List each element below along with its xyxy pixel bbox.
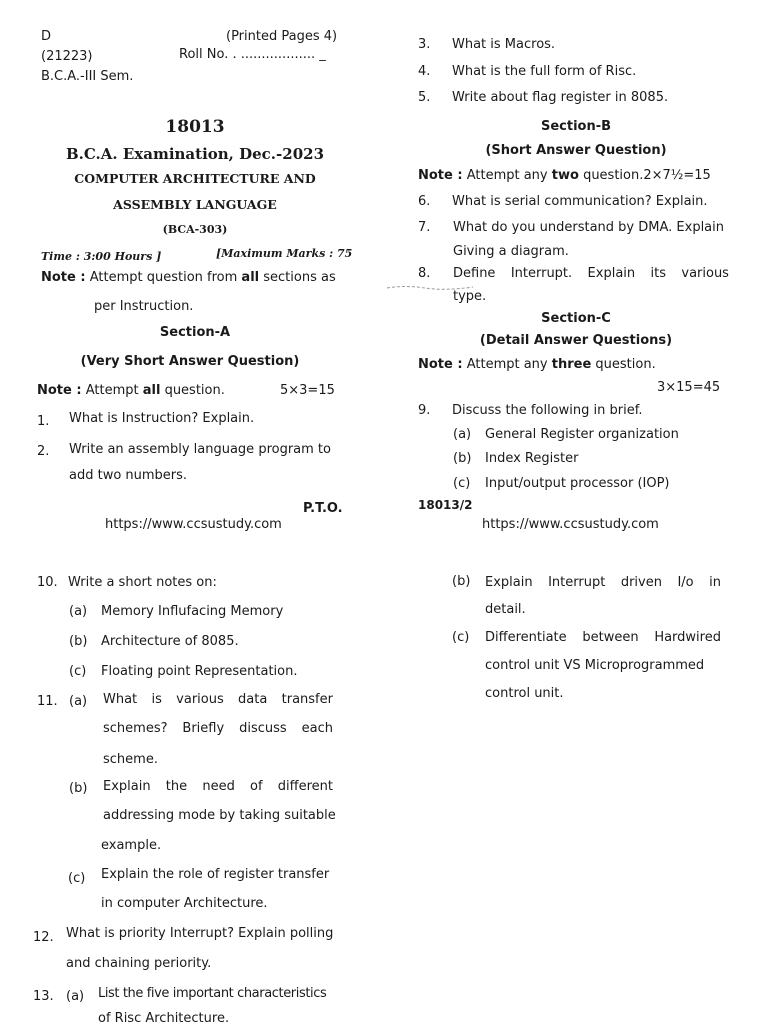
question-11a-text — [103, 692, 333, 707]
question-8-text — [453, 266, 729, 281]
question-2-text-continued: add two numbers. — [69, 468, 188, 483]
question-10a-label: (a) — [69, 604, 88, 619]
question-11-number: 11. — [37, 694, 58, 709]
word: various — [681, 266, 729, 281]
question-8-number: 8. — [418, 266, 431, 281]
general-note-continued: per Instruction. — [94, 299, 194, 314]
source-url-right: https://www.ccsustudy.com — [482, 517, 659, 532]
word: Hardwired — [654, 630, 721, 645]
question-7-text-continued: Giving a diagram. — [453, 244, 569, 259]
note-emphasis: all — [142, 383, 161, 398]
general-note — [41, 270, 336, 285]
note-text: Attempt any — [466, 168, 548, 183]
note-emphasis: all — [241, 270, 260, 285]
question-13c-text-end: control unit. — [485, 686, 564, 701]
question-11c-label: (c) — [68, 871, 86, 886]
question-1-number: 1. — [37, 414, 50, 429]
word: various — [176, 692, 224, 707]
question-10c-label: (c) — [69, 664, 87, 679]
section-a-title: Section-A — [159, 325, 231, 340]
question-10b-text: Architecture of 8085. — [101, 634, 239, 649]
question-8-text-continued: type. — [453, 289, 487, 304]
question-5-text: Write about flag register in 8085. — [452, 90, 669, 105]
question-12-text-continued: and chaining periority. — [66, 956, 212, 971]
word: its — [650, 266, 666, 281]
section-c-title: Section-C — [541, 311, 611, 326]
question-9-number: 9. — [418, 403, 431, 418]
word: transfer — [281, 692, 333, 707]
question-9a-label: (a) — [453, 427, 472, 442]
question-10-number: 10. — [37, 575, 58, 590]
note-label: Note : — [418, 357, 463, 372]
question-10b-label: (b) — [69, 634, 88, 649]
note-label: Note : — [418, 168, 463, 183]
word: each — [301, 721, 333, 736]
question-4-number: 4. — [418, 64, 431, 79]
question-11b-label: (b) — [69, 781, 88, 796]
question-13c-label: (c) — [452, 630, 470, 645]
note-text: question.2×7½=15 — [583, 168, 711, 183]
note-label: Note : — [37, 383, 82, 398]
maximum-marks: [Maximum Marks : 75 — [216, 247, 353, 260]
question-12-number: 12. — [33, 930, 54, 945]
word: is — [151, 692, 162, 707]
word: of — [250, 779, 263, 794]
question-10c-text: Floating point Representation. — [101, 664, 298, 679]
question-11b-text-end: example. — [101, 838, 162, 853]
question-9b-text: Index Register — [485, 451, 579, 466]
question-9c-text: Input/output processor (IOP) — [485, 476, 670, 491]
question-9c-label: (c) — [453, 476, 471, 491]
section-a-note — [37, 383, 225, 398]
note-label: Note : — [41, 270, 86, 285]
question-3-number: 3. — [418, 37, 431, 52]
set-code: D — [41, 29, 52, 44]
section-b-subtitle: (Short Answer Question) — [485, 143, 667, 158]
word: Interrupt. — [510, 266, 573, 281]
question-7-number: 7. — [418, 220, 431, 235]
question-13c-text-continued: control unit VS Microprogrammed — [485, 658, 705, 673]
question-4-text: What is the full form of Risc. — [452, 64, 637, 79]
question-13c-text — [485, 630, 721, 645]
question-9b-label: (b) — [453, 451, 472, 466]
note-text: Attempt any — [466, 357, 548, 372]
question-10a-text: Memory Influfacing Memory — [101, 604, 284, 619]
question-13a-text: List the five important characteristics — [98, 986, 327, 1001]
question-12-text: What is priority Interrupt? Explain polling — [66, 926, 334, 941]
question-11b-text — [103, 779, 333, 794]
word: discuss — [239, 721, 287, 736]
question-1-text: What is Instruction? Explain. — [69, 411, 255, 426]
exam-title: B.C.A. Examination, Dec.-2023 — [65, 145, 325, 163]
time-allowed: Time : 3:00 Hours ] — [41, 250, 162, 263]
section-c-subtitle: (Detail Answer Questions) — [479, 333, 673, 348]
question-11c-text: Explain the role of register transfer — [101, 867, 330, 882]
question-13b-text — [485, 575, 721, 590]
question-9a-text: General Register organization — [485, 427, 679, 442]
subject-title-line-2: ASSEMBLY LANGUAGE — [113, 197, 277, 212]
word: Explain — [587, 266, 636, 281]
word: data — [238, 692, 268, 707]
question-11b-text-continued: addressing mode by taking suitable — [103, 808, 336, 823]
question-13-number: 13. — [33, 989, 54, 1004]
word: the — [165, 779, 188, 794]
section-b-note — [418, 168, 711, 183]
section-a-marks: 5×3=15 — [280, 383, 335, 398]
question-11a-text-continued — [103, 721, 333, 736]
word: Interrupt — [548, 575, 606, 590]
subject-title-line-1: COMPUTER ARCHITECTURE AND — [74, 171, 316, 186]
question-2-text: Write an assembly language program to — [69, 442, 331, 457]
word: Explain — [103, 779, 151, 794]
question-6-number: 6. — [418, 194, 431, 209]
word: Briefly — [182, 721, 225, 736]
note-text: sections as — [263, 270, 336, 285]
note-text: question. — [164, 383, 225, 398]
question-11a-text-end: scheme. — [103, 752, 158, 767]
exam-code: (21223) — [41, 49, 93, 64]
question-9-text: Discuss the following in brief. — [452, 403, 643, 418]
question-13a-text-continued: of Risc Architecture. — [98, 1011, 230, 1026]
question-13b-text-continued: detail. — [485, 602, 526, 617]
question-5-number: 5. — [418, 90, 431, 105]
word: What — [103, 692, 138, 707]
word: Explain — [485, 575, 533, 590]
source-url-left: https://www.ccsustudy.com — [105, 517, 282, 532]
note-text: Attempt question from — [89, 270, 238, 285]
section-c-marks: 3×15=45 — [657, 380, 721, 395]
question-6-text: What is serial communication? Explain. — [452, 194, 708, 209]
question-3-text: What is Macros. — [452, 37, 556, 52]
word: need — [202, 779, 235, 794]
note-emphasis: two — [551, 168, 579, 183]
paper-code: 18013 — [165, 117, 225, 137]
section-c-note — [418, 357, 656, 372]
roll-no-field: Roll No. . .................. _ — [179, 47, 326, 62]
note-text: Attempt — [85, 383, 139, 398]
word: schemes? — [103, 721, 168, 736]
note-emphasis: three — [551, 357, 592, 372]
question-13b-label: (b) — [452, 574, 471, 589]
printed-pages: (Printed Pages 4) — [226, 29, 338, 44]
question-11c-text-continued: in computer Architecture. — [101, 896, 268, 911]
page-footer-code: 18013/2 — [418, 498, 473, 512]
question-10-text: Write a short notes on: — [68, 575, 217, 590]
word: Define — [453, 266, 496, 281]
word: in — [709, 575, 721, 590]
question-2-number: 2. — [37, 444, 50, 459]
question-11a-label: (a) — [69, 694, 88, 709]
course-code: (BCA-303) — [162, 223, 228, 236]
note-text: question. — [595, 357, 656, 372]
class-label: B.C.A.-III Sem. — [41, 69, 134, 84]
word: I/o — [677, 575, 694, 590]
word: driven — [620, 575, 662, 590]
question-7-text: What do you understand by DMA. Explain — [453, 220, 725, 235]
word: different — [277, 779, 333, 794]
word: between — [582, 630, 639, 645]
pto-marker: P.T.O. — [303, 501, 343, 516]
section-b-title: Section-B — [540, 119, 612, 134]
word: Differentiate — [485, 630, 567, 645]
section-a-subtitle: (Very Short Answer Question) — [80, 354, 300, 369]
question-13a-label: (a) — [66, 989, 85, 1004]
